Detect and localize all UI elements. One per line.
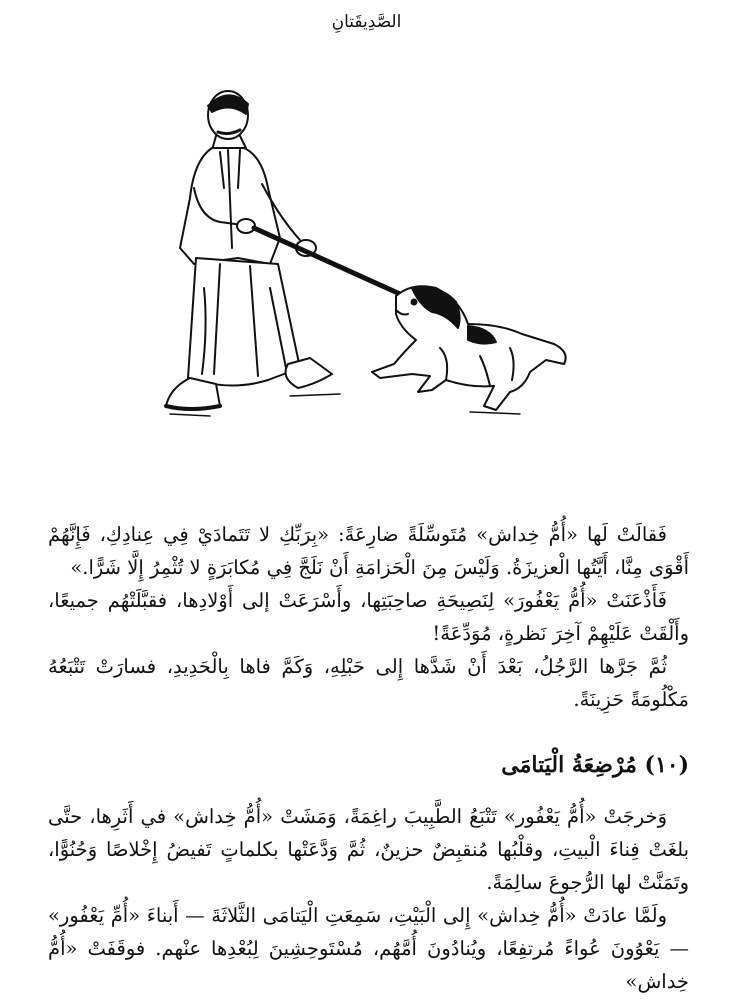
paragraph-5: ولَمَّا عادَتْ «أُمُّ خِداش» إِلى الْبَيْتِ، سَمِعَتِ الْيَتامَى الثَّلاثَةَ — أَبناءَ «أُمِّ يَعْفُور» — يَعْوُونَ عُواءً مُرتفِعًا، ويُنادُونَ أُمَّهُم، مُسْتَوحِشِينَ لِبُعْدِها عنْهم. فوقَفَتْ «أُمُّ خِداش» bbox=[48, 904, 689, 993]
text-block-upper bbox=[48, 518, 689, 716]
paragraph-4: وَخرجَتْ «أُمُّ يَعْفُور» تَتْبَعُ الطَّبِيبَ راغِمَةً، وَمَشَتْ «أُمُّ خِداش» في أَثَرِها، حتَّى بلغَتْ فِناءَ الْبيتِ، وقلْبُها مُنقبِضٌ حزينٌ، ثُمَّ وَدَّعَتْها بكلماتٍ تَفيضُ إِخْلاصًا وَحُنُوًّا، وتَمَنَّتْ لها الرُّجوعَ سالِمَةً. bbox=[48, 805, 689, 894]
paragraph-2: فَأَذْعَنَتْ «أُمُّ يَعْفُورَ» لِنَصِيحَةِ صاحِبَتِها، وأَسْرَعَتْ إلى أَوْلادِها، فقبَّلَتْهُم جميعًا، وأَلْقَتْ عَلَيْهِمْ آخِرَ نَظرةٍ، مُوَدِّعَةً! bbox=[48, 589, 689, 645]
page-header: الصَّدِيقَتانِ bbox=[331, 12, 402, 32]
chapter-heading: (١٠) مُرْضِعَةُ الْيَتامَى bbox=[501, 752, 689, 778]
paragraph-3: ثُمَّ جَرَّها الرَّجُلُ، بَعْدَ أَنْ شَدَّها إِلى حَبْلِهِ، وَكَمَّ فاها بِالْحَدِيدِ، فسارَتْ تَتْبَعُهُ مَكْلُومَةً حَزِينَةً. bbox=[48, 655, 689, 711]
text-block-lower bbox=[48, 800, 689, 998]
man-pulling-dog-illustration bbox=[150, 88, 590, 433]
paragraph-1: فَقالَتْ لَها «أُمُّ خِداش» مُتَوسِّلَةً ضارِعَةً: «بِرَبِّكِ لا تَتَمادَيْ فِي عِنادِكِ، فَإِنَّهُمْ أَقْوَى مِنَّا، أَيَّتُها الْعزيزَةُ. وَلَيْسَ مِنَ الْحَزامَةِ أَنْ نَلَجَّ فِي مُكابَرَةٍ لا تُثْمِرُ إِلَّا شَرًّا.» bbox=[48, 523, 689, 579]
